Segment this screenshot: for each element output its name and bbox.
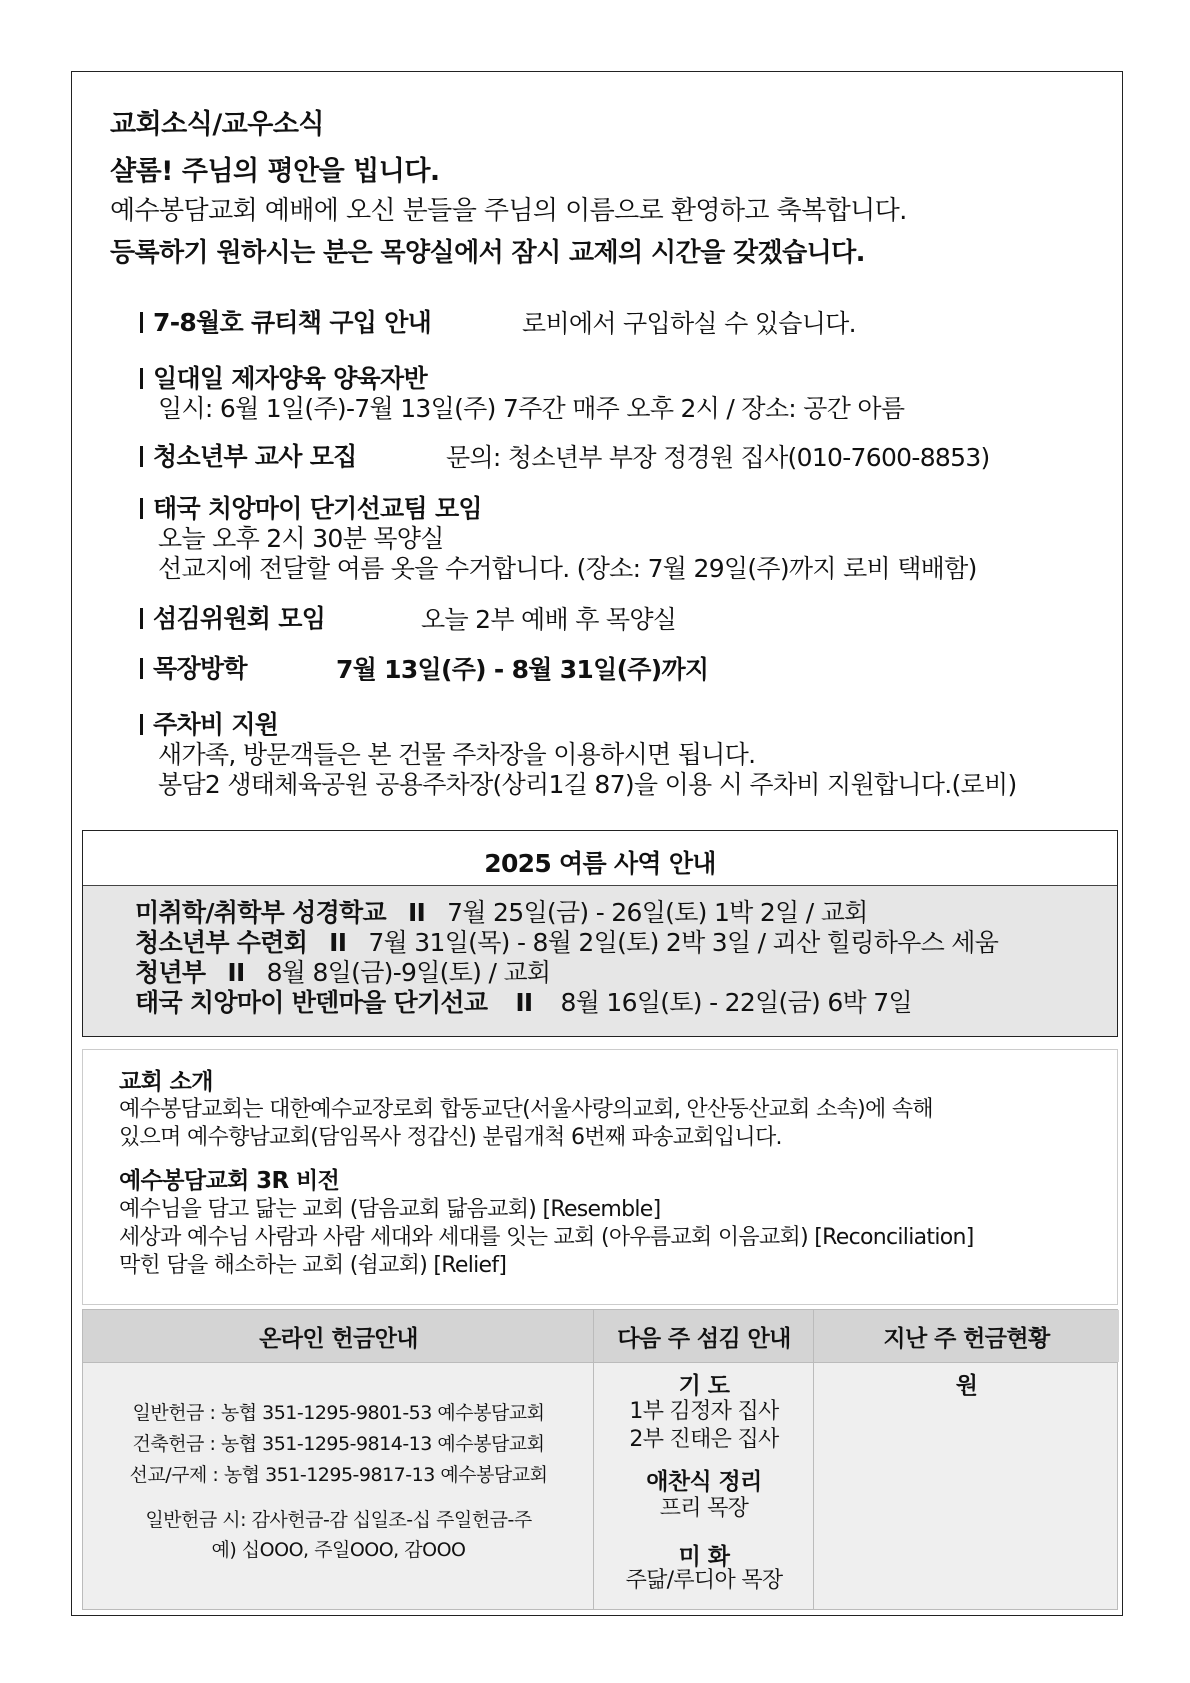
account-mission: 선교/구제 : 농협 351-1295-9817-13 예수봉담교회 (129, 1464, 548, 1486)
account-building: 건축헌금 : 농협 351-1295-9814-13 예수봉담교회 (132, 1433, 545, 1455)
notice-parking-line: 봉담2 생태체육공원 공용주차장(상리1길 87)을 이용 시 주차비 지원합니다.(로비) (158, 770, 1017, 799)
greeting: 샬롬! 주님의 평안을 빕니다. (110, 156, 440, 187)
notice-qt-detail: 로비에서 구입하실 수 있습니다. (522, 309, 856, 338)
bullet-bar-icon (140, 658, 143, 679)
intro-line: 있으며 예수향남교회(담임목사 정갑신) 분립개척 6번째 파송교회입니다. (119, 1125, 782, 1150)
intro-heading: 교회 소개 (119, 1069, 213, 1095)
summer-ministry-title: 2025 여름 사역 안내 (484, 849, 716, 878)
notice-discipleship-line: 일시: 6월 1일(주)-7월 13일(주) 7주간 매주 오후 2시 / 장소: 공간 아름 (158, 394, 905, 423)
table-header-online-offering: 온라인 헌금안내 (83, 1310, 594, 1362)
bullet-bar-icon (140, 714, 143, 735)
summer-ministry-box (82, 830, 1118, 1037)
vision-heading: 예수봉담교회 3R 비전 (119, 1168, 340, 1194)
vision-line: 세상과 예수님 사람과 사람 세대와 세대를 잇는 교회 (아우름교회 이음교회) [Reconciliation] (119, 1225, 974, 1250)
table-header-last-week-offering: 지난 주 헌금현황 (814, 1310, 1119, 1362)
notice-qt-title: 7-8월호 큐티책 구입 안내 (140, 303, 431, 339)
last-week-offering-value: 원 (955, 1373, 978, 1399)
church-intro-box (82, 1049, 1118, 1305)
offering-table (82, 1309, 1118, 1610)
serve-decor-title: 미 화 (678, 1544, 730, 1570)
offering-note: 일반헌금 시: 감사헌금-감 십일조-십 주일헌금-주 (145, 1509, 532, 1531)
bullet-bar-icon (140, 312, 143, 333)
notice-committee-title: 섬김위원회 모임 (140, 599, 325, 635)
summer-item: 태국 치앙마이 반덴마을 단기선교 II 8월 16일(토) - 22일(금) 6박 7일 (135, 988, 912, 1017)
notice-mission-line: 선교지에 전달할 여름 옷을 수거합니다. (장소: 7월 29일(주)까지 로비 택배함) (158, 554, 977, 583)
intro-line: 예수봉담교회는 대한예수교장로회 합동교단(서울사랑의교회, 안산동산교회 소속)에 속해 (119, 1097, 933, 1122)
register-text: 등록하기 원하시는 분은 목양실에서 잠시 교제의 시간을 갖겠습니다. (110, 238, 865, 268)
notice-parking-line: 새가족, 방문객들은 본 건물 주차장을 이용하시면 됩니다. (158, 740, 756, 769)
notice-mission-title: 태국 치앙마이 단기선교팀 모임 (140, 489, 482, 525)
serve-lovefeast-title: 애찬식 정리 (646, 1469, 762, 1495)
bullet-bar-icon (140, 368, 143, 389)
welcome-text: 예수봉담교회 예배에 오신 분들을 주님의 이름으로 환영하고 축복합니다. (110, 196, 907, 226)
serve-prayer-title: 기 도 (678, 1373, 730, 1399)
bullet-bar-icon (140, 498, 143, 519)
summer-ministry-header (83, 831, 1117, 886)
notice-parking-title: 주차비 지원 (140, 705, 278, 741)
offering-note: 예) 십OOO, 주일OOO, 감OOO (211, 1539, 466, 1561)
serve-decor-line: 주닮/루디아 목장 (625, 1568, 783, 1593)
notice-teacher-title: 청소년부 교사 모집 (140, 437, 357, 473)
vision-line: 막힌 담을 해소하는 교회 (쉼교회) [Relief] (119, 1253, 507, 1278)
notice-mission-line: 오늘 오후 2시 30분 목양실 (158, 524, 444, 553)
notice-vacation-title: 목장방학 (140, 649, 247, 685)
summer-item: 미취학/취학부 성경학교 II 7월 25일(금) - 26일(토) 1박 2일 / 교회 (135, 898, 868, 927)
summer-ministry-list (83, 886, 1117, 1036)
table-divider (83, 1362, 1117, 1363)
serve-prayer-line: 1부 김정자 집사 (629, 1399, 779, 1424)
serve-lovefeast-line: 프리 목장 (659, 1496, 749, 1521)
bullet-bar-icon (140, 446, 143, 467)
page-title: 교회소식/교우소식 (110, 109, 325, 140)
vision-line: 예수님을 담고 닮는 교회 (담음교회 닮음교회) [Resemble] (119, 1197, 661, 1222)
notice-vacation-detail: 7월 13일(주) - 8월 31일(주)까지 (336, 655, 709, 684)
table-header-next-week-service: 다음 주 섬김 안내 (594, 1310, 814, 1362)
notice-teacher-detail: 문의: 청소년부 부장 정경원 집사(010-7600-8853) (446, 443, 990, 472)
summer-item: 청년부 II 8월 8일(금)-9일(토) / 교회 (135, 958, 551, 987)
account-general: 일반헌금 : 농협 351-1295-9801-53 예수봉담교회 (132, 1402, 545, 1424)
notice-committee-detail: 오늘 2부 예배 후 목양실 (421, 605, 677, 634)
summer-item: 청소년부 수련회 II 7월 31일(목) - 8월 2일(토) 2박 3일 / 괴산 힐링하우스 세움 (135, 928, 999, 957)
bullet-bar-icon (140, 608, 143, 629)
notice-discipleship-title: 일대일 제자양육 양육자반 (140, 359, 427, 395)
serve-prayer-line: 2부 진태은 집사 (629, 1427, 779, 1452)
